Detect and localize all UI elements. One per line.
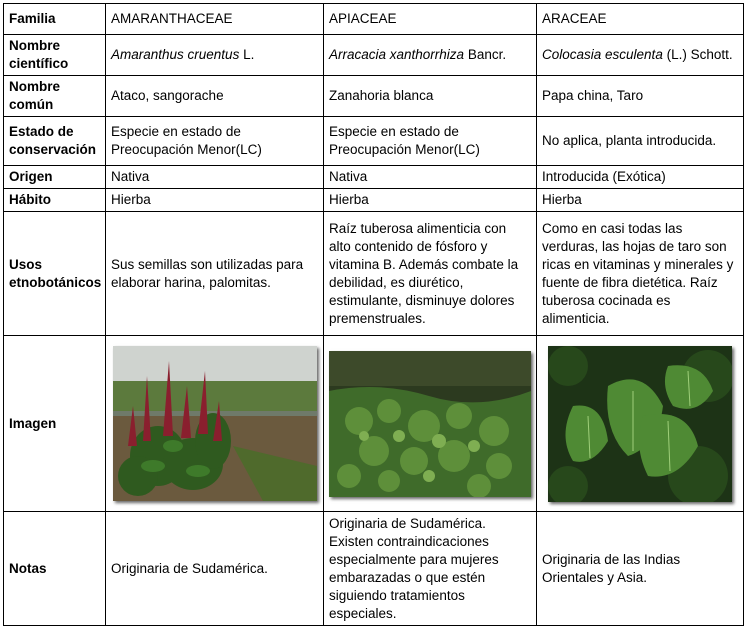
estado-1: Especie en estado de Preocupación Menor(LC) bbox=[106, 117, 324, 166]
row-familia bbox=[4, 4, 744, 35]
label-nombre-comun: Nombre común bbox=[4, 76, 106, 117]
nombre-cientifico-1: Amaranthus cruentus L. bbox=[106, 35, 324, 76]
estado-2: Especie en estado de Preocupación Menor(LC) bbox=[324, 117, 537, 166]
imagen-2 bbox=[324, 336, 537, 512]
row-nombre-comun bbox=[4, 76, 744, 117]
estado-3: No aplica, planta introducida. bbox=[537, 117, 744, 166]
label-estado: Estado de conservación bbox=[4, 117, 106, 166]
row-origen bbox=[4, 166, 744, 189]
plant-table bbox=[3, 3, 744, 626]
label-notas: Notas bbox=[4, 512, 106, 626]
familia-1: AMARANTHACEAE bbox=[106, 4, 324, 35]
nombre-cientifico-2: Arracacia xanthorrhiza Bancr. bbox=[324, 35, 537, 76]
notas-1: Originaria de Sudamérica. bbox=[106, 512, 324, 626]
label-habito: Hábito bbox=[4, 189, 106, 212]
label-imagen: Imagen bbox=[4, 336, 106, 512]
usos-3: Como en casi todas las verduras, las hojas de taro son ricas en vitaminas y minerales y fuente de fibra dietética. Raíz tuberosa cocinada es alimenticia. bbox=[537, 212, 744, 336]
imagen-3 bbox=[537, 336, 744, 512]
arracacia-photo bbox=[329, 351, 531, 497]
row-usos bbox=[4, 212, 744, 336]
familia-2: APIACEAE bbox=[324, 4, 537, 35]
habito-2: Hierba bbox=[324, 189, 537, 212]
habito-3: Hierba bbox=[537, 189, 744, 212]
usos-2: Raíz tuberosa alimenticia con alto contenido de fósforo y vitamina B. Además combate la debilidad, es diurético, estimulante, disminuye dolores premenstruales. bbox=[324, 212, 537, 336]
label-origen: Origen bbox=[4, 166, 106, 189]
origen-1: Nativa bbox=[106, 166, 324, 189]
row-habito bbox=[4, 189, 744, 212]
nombre-comun-3: Papa china, Taro bbox=[537, 76, 744, 117]
row-nombre-cientifico bbox=[4, 35, 744, 76]
habito-1: Hierba bbox=[106, 189, 324, 212]
nombre-comun-1: Ataco, sangorache bbox=[106, 76, 324, 117]
notas-2: Originaria de Sudamérica. Existen contraindicaciones especialmente para mujeres embarazadas o que estén siguiendo tratamientos especiales. bbox=[324, 512, 537, 626]
imagen-1 bbox=[106, 336, 324, 512]
row-notas bbox=[4, 512, 744, 626]
row-imagen bbox=[4, 336, 744, 512]
label-usos: Usos etnobotánicos bbox=[4, 212, 106, 336]
notas-3: Originaria de las Indias Orientales y Asia. bbox=[537, 512, 744, 626]
origen-2: Nativa bbox=[324, 166, 537, 189]
amaranth-photo bbox=[113, 346, 317, 501]
nombre-comun-2: Zanahoria blanca bbox=[324, 76, 537, 117]
nombre-cientifico-3: Colocasia esculenta (L.) Schott. bbox=[537, 35, 744, 76]
label-familia: Familia bbox=[4, 4, 106, 35]
taro-photo bbox=[548, 346, 732, 502]
label-nombre-cientifico: Nombre científico bbox=[4, 35, 106, 76]
familia-3: ARACEAE bbox=[537, 4, 744, 35]
row-estado bbox=[4, 117, 744, 166]
usos-1: Sus semillas son utilizadas para elaborar harina, palomitas. bbox=[106, 212, 324, 336]
origen-3: Introducida (Exótica) bbox=[537, 166, 744, 189]
